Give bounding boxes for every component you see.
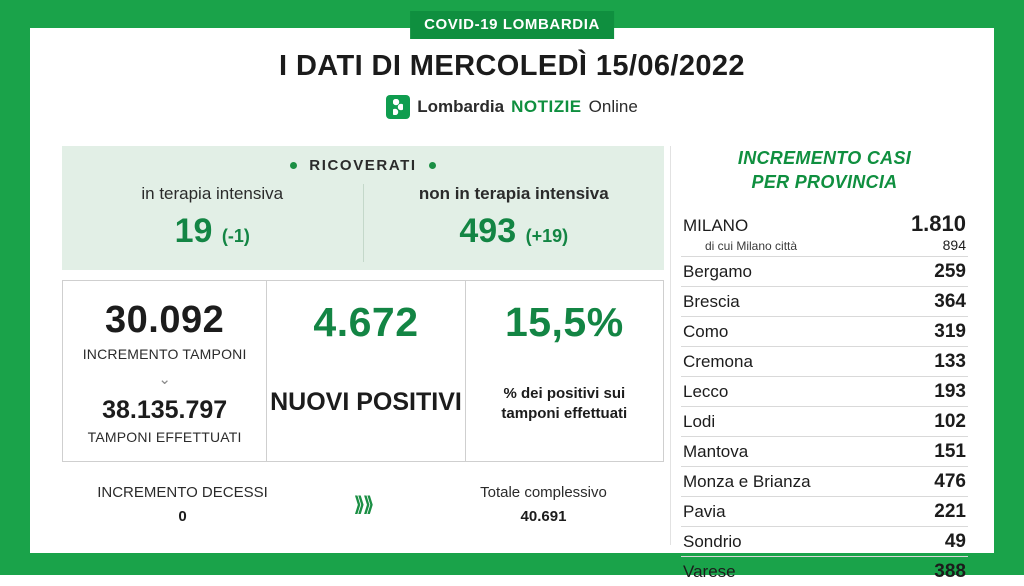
icu-delta: (-1) — [221, 226, 250, 246]
province-name: Varese — [683, 561, 736, 581]
positivity-box — [466, 280, 664, 462]
page-title: I DATI DI MERCOLEDÌ 15/06/2022 — [279, 50, 745, 82]
footer-row — [62, 484, 664, 525]
icu-block — [62, 184, 363, 262]
province-name: Bergamo — [683, 261, 752, 281]
chevron-down-icon: ⌄ — [158, 371, 171, 388]
province-name: Monza e Brianza — [683, 471, 811, 491]
lombardia-logo-icon — [386, 95, 410, 119]
list-item — [681, 207, 968, 240]
total-label: Totale complessivo — [480, 484, 607, 501]
provinces-title — [681, 146, 968, 195]
list-item — [681, 317, 968, 347]
poster-body — [30, 146, 994, 582]
icu-value-row — [62, 212, 363, 251]
poster-card — [30, 16, 994, 582]
province-value: 133 — [934, 350, 966, 372]
brand-line — [30, 95, 994, 119]
province-name: Lodi — [683, 411, 716, 431]
hospitalized-title: RICOVERATI — [309, 157, 417, 174]
brand-notizie-label: NOTIZIE — [511, 97, 582, 116]
province-value: 476 — [934, 470, 966, 492]
total-value: 40.691 — [520, 508, 567, 525]
arrows-icon: ⟫⟫ — [353, 494, 373, 516]
province-name: MILANO — [683, 215, 749, 235]
icu-label: in terapia intensiva — [141, 184, 284, 203]
province-name: Sondrio — [683, 531, 742, 551]
provinces-list — [681, 207, 968, 586]
non-icu-value: 493 — [459, 212, 517, 250]
positivity-value: 15,5% — [504, 299, 624, 345]
deaths-label: INCREMENTO DECESSI — [97, 484, 268, 501]
bullet-dot-right-icon — [429, 162, 436, 169]
tests-box — [62, 280, 267, 462]
province-value: 388 — [934, 560, 966, 582]
deaths-block — [62, 484, 303, 525]
brand-lombardia-label: Lombardia — [417, 97, 505, 116]
non-icu-value-row — [364, 212, 665, 251]
province-value: 1.810 — [910, 210, 966, 236]
bullet-dot-left-icon — [290, 162, 297, 169]
non-icu-delta: (+19) — [525, 226, 569, 246]
list-item — [681, 407, 968, 437]
tests-new-value: 30.092 — [105, 299, 225, 341]
province-value: 151 — [934, 440, 966, 462]
milan-city-subrow — [681, 237, 968, 257]
province-name: Cremona — [683, 351, 753, 371]
hospitalized-columns — [62, 184, 664, 262]
list-item — [681, 497, 968, 527]
province-value: 259 — [934, 260, 966, 282]
province-name: Brescia — [683, 291, 740, 311]
non-icu-label: non in terapia intensiva — [418, 184, 609, 203]
hospitalized-panel — [62, 146, 664, 270]
tests-new-label: INCREMENTO TAMPONI — [82, 346, 247, 362]
positivity-label-line1: % dei positivi sui — [503, 385, 626, 402]
province-name: Como — [683, 321, 729, 341]
icu-value: 19 — [174, 212, 213, 250]
province-name: Lecco — [683, 381, 729, 401]
hospitalized-header — [62, 157, 664, 174]
tests-total-value: 38.135.797 — [102, 396, 228, 424]
province-value: 49 — [944, 530, 966, 552]
list-item — [681, 557, 968, 586]
provinces-title-line2: PER PROVINCIA — [751, 172, 898, 193]
new-cases-value: 4.672 — [313, 299, 419, 345]
tests-total-label: TAMPONI EFFETTUATI — [87, 429, 242, 445]
list-item — [681, 257, 968, 287]
list-item — [681, 467, 968, 497]
list-item — [681, 377, 968, 407]
new-cases-label: NUOVI POSITIVI — [270, 388, 462, 416]
province-value: 364 — [934, 290, 966, 312]
milan-city-value: 894 — [942, 236, 966, 253]
provinces-column — [670, 146, 994, 582]
province-name: Mantova — [683, 441, 749, 461]
province-value: 193 — [934, 380, 966, 402]
new-cases-box — [267, 280, 465, 462]
list-item — [681, 437, 968, 467]
positivity-label-line2: tamponi effettuati — [501, 405, 628, 423]
non-icu-block — [363, 184, 665, 262]
brand-online-label: Online — [588, 97, 638, 116]
provinces-title-line1: INCREMENTO CASI — [737, 148, 912, 168]
positivity-label — [466, 384, 663, 425]
list-item — [681, 287, 968, 317]
metric-boxes — [62, 280, 664, 462]
province-value: 102 — [934, 410, 966, 432]
province-value: 319 — [934, 320, 966, 342]
deaths-value: 0 — [178, 508, 187, 525]
milan-city-label: di cui Milano città — [705, 238, 798, 253]
left-column — [30, 146, 670, 545]
province-name: Pavia — [683, 501, 726, 521]
total-block — [423, 484, 664, 525]
list-item — [681, 347, 968, 377]
covid-badge: COVID-19 LOMBARDIA — [410, 11, 614, 39]
province-value: 221 — [934, 500, 966, 522]
list-item — [681, 527, 968, 557]
